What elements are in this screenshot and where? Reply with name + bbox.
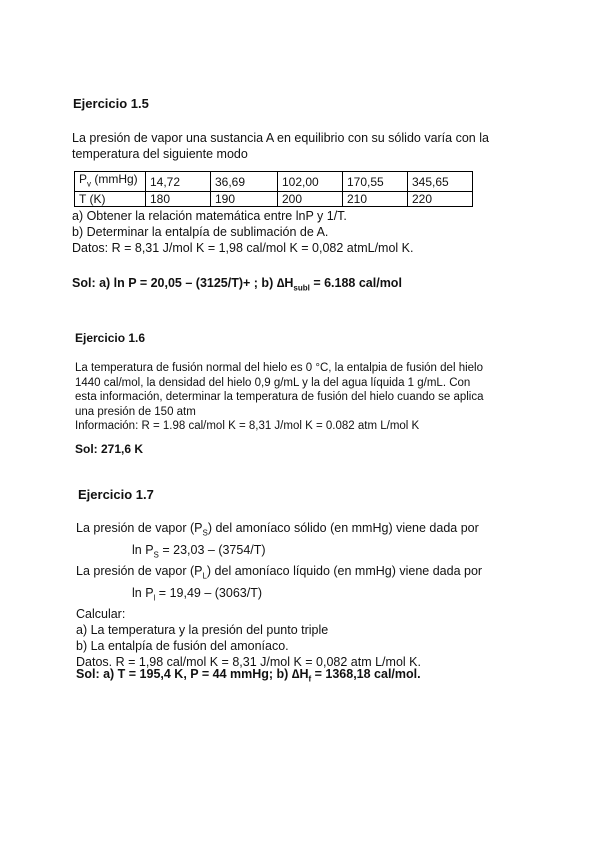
ex17-eq2: $\ln P_l = 19,49 - (3063/T)$ <box>132 585 262 602</box>
ex16-line4: una presión de 150 atm <box>75 405 196 418</box>
ex16-line1: La temperatura de fusión normal del hielo es 0 °C, la entalpia de fusión del hielo <box>75 362 483 374</box>
table-cell: 345,65 <box>408 172 473 192</box>
ex15-intro <box>72 130 489 162</box>
ex17-item-b: b) La entalpía de fusión del amoníaco. <box>76 639 289 653</box>
table-row <box>75 192 473 207</box>
ex17-line1: La presión de vapor $(P_S)$ del amoníaco sólido (en mmHg) viene dada por <box>76 521 479 538</box>
ex15-questions <box>72 208 414 256</box>
ex16-solution: Sol: 271,6 K <box>75 442 144 456</box>
ex15-datos: Datos: R = 8,31 J/mol K = 1,98 cal/mol K = 0,082 atmL/mol K. <box>72 241 414 255</box>
ex16-line3: esta información, determinar la temperatura de fusión del hielo cuando se aplica <box>75 391 484 403</box>
ex17-item-a: a) La temperatura y la presión del punto triple <box>76 623 329 637</box>
ex15-item-b: b) Determinar la entalpía de sublimación de A. <box>72 225 329 239</box>
table-cell: 210 <box>343 192 408 207</box>
table-header-pv: $P_v$ (mmHg) <box>75 172 146 192</box>
table-cell: 170,55 <box>343 172 408 192</box>
ex16-body <box>75 361 484 434</box>
table-cell: 220 <box>408 192 473 207</box>
ex17-title: Ejercicio 1.7 <box>78 487 154 502</box>
ex16-title: Ejercicio 1.6 <box>75 331 146 345</box>
table-cell: 36,69 <box>211 172 278 192</box>
ex16-info: Información: R = 1.98 cal/mol K = 8,31 J/mol K = 0.082 atm L/mol K <box>75 420 420 432</box>
ex15-solution: Sol: a) ln P = 20,05 – (3125/T)+ ; b) $\Delta H_{subl} = 6.188$ cal/mol <box>72 276 402 293</box>
ex15-intro-line2: temperatura del siguiente modo <box>72 147 248 161</box>
table-cell: 180 <box>146 192 211 207</box>
ex17-line2: La presión de vapor $(P_L)$ del amoníaco líquido (en mmHg) viene dada por <box>76 564 483 581</box>
table-cell: 14,72 <box>146 172 211 192</box>
table-header-t: T (K) <box>75 192 146 207</box>
ex17-body <box>76 520 482 670</box>
ex15-item-a: a) Obtener la relación matemática entre lnP y 1/T. <box>72 209 347 223</box>
ex17-datos: Datos. R = 1,98 cal/mol K = 8,31 J/mol K = 0,082 atm L/mol K. <box>76 655 421 669</box>
table-row <box>75 172 473 192</box>
ex17-calcular: Calcular: <box>76 607 126 621</box>
ex16-line2: 1440 cal/mol, la densidad del hielo 0,9 g/mL y la del agua líquida 1 g/mL. Con <box>75 376 471 389</box>
table-cell: 102,00 <box>278 172 343 192</box>
ex15-title: Ejercicio 1.5 <box>73 96 149 111</box>
table-cell: 200 <box>278 192 343 207</box>
ex15-intro-line1: La presión de vapor una sustancia A en equilibrio con su sólido varía con la <box>72 131 489 145</box>
table-cell: 190 <box>211 192 278 207</box>
ex17-solution: Sol: a) T = 195,4 K, P = 44 mmHg; b) $\Delta H_f = 1368,18$ cal/mol. <box>76 667 421 684</box>
ex17-eq1: $\ln P_S = 23,03 - (3754/T)$ <box>132 542 266 559</box>
ex15-vapor-table <box>74 171 473 207</box>
